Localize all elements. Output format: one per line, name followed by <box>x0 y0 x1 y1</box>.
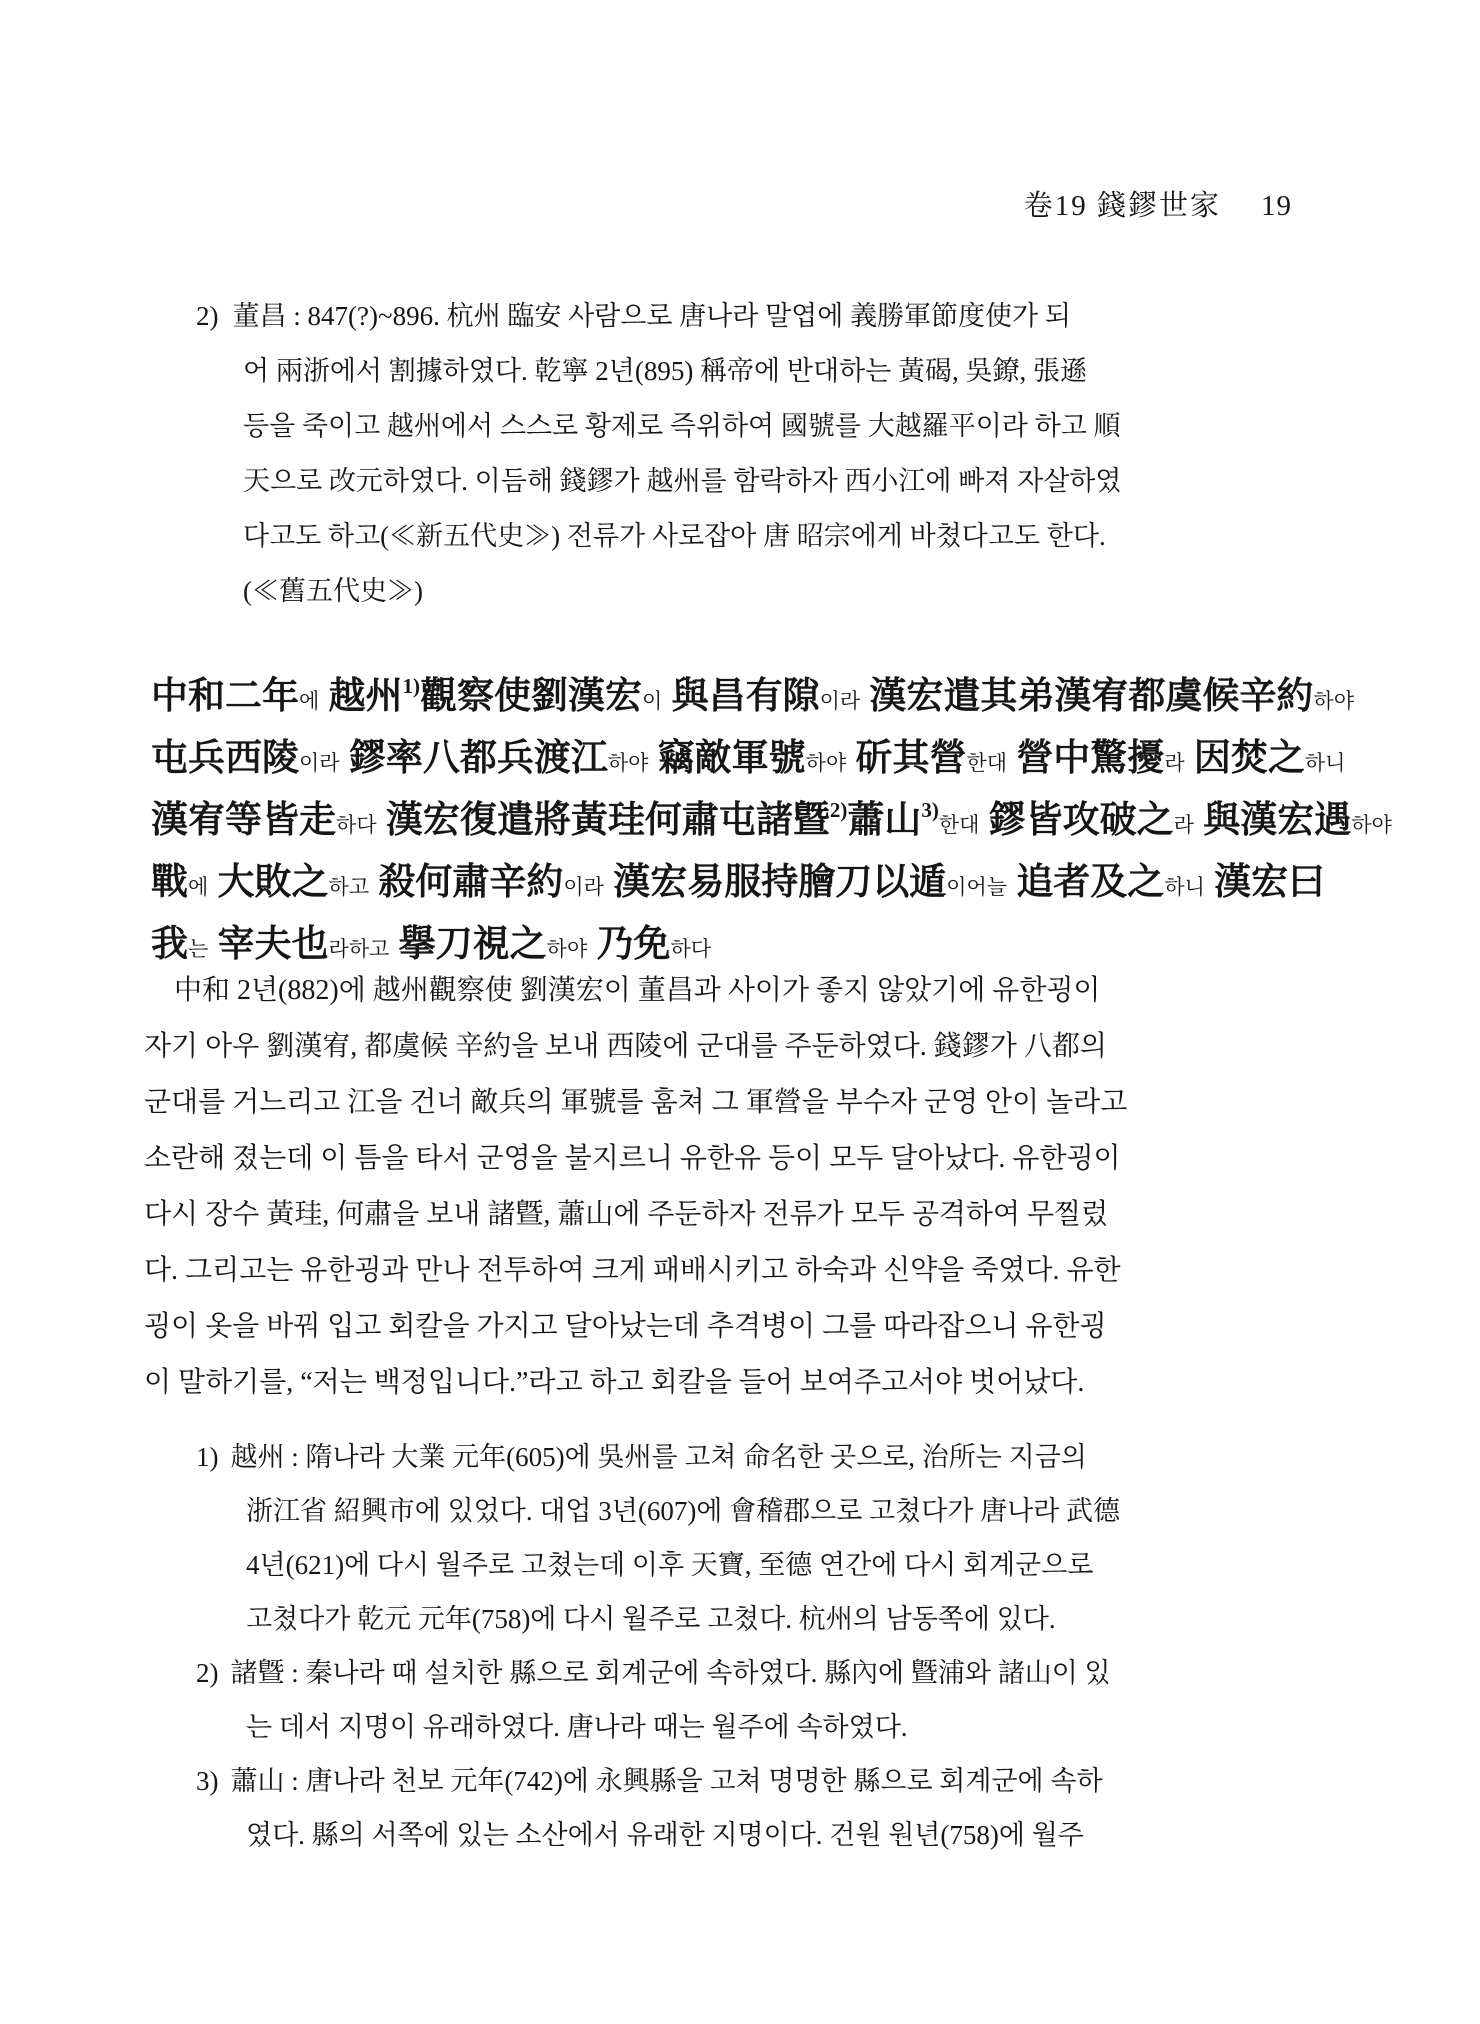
translation-line: 소란해 졌는데 이 틈을 타서 군영을 불지르니 유한유 등이 모두 달아났다. 유한굉이 <box>144 1143 1121 1174</box>
footnote-ref: 1) <box>402 674 421 698</box>
hanja-text: 斫其營 <box>846 738 967 779</box>
gugyeol-text: 하니 <box>1304 751 1346 775</box>
hanja-text: 與昌有隙 <box>662 676 820 717</box>
footnote-marker: 1) <box>196 1442 219 1472</box>
hanja-text: 殺何肅辛約 <box>369 862 564 903</box>
hanja-text: 竊敵軍號 <box>648 738 806 779</box>
hanja-text: 我 <box>151 924 188 965</box>
gugyeol-text: 한대 <box>938 813 980 837</box>
text-line <box>196 1808 1316 1862</box>
hanja-text: 大敗之 <box>208 862 329 903</box>
text-line <box>196 1646 1316 1700</box>
translation-line: 굉이 옷을 바꿔 입고 회칼을 가지고 달아났는데 추격병이 그를 따라잡으니 유한굉 <box>144 1311 1107 1342</box>
translation-line: 다시 장수 黃珪, 何肅을 보내 諸曁, 蕭山에 주둔하자 전류가 모두 공격하여 무찔렀 <box>144 1199 1109 1230</box>
translation-paragraph <box>144 963 1359 1411</box>
gugyeol-text: 하야 <box>1351 813 1392 837</box>
hanja-text: 擧刀視之 <box>389 924 547 965</box>
gugyeol-text: 한대 <box>966 751 1008 775</box>
text-line <box>196 1700 1316 1754</box>
gugyeol-text: 라 <box>1173 813 1194 837</box>
text-line <box>196 1754 1316 1808</box>
text-line <box>196 1484 1316 1538</box>
hanja-text: 與漢宏遇 <box>1193 800 1352 841</box>
hanja-text: 漢宥等皆走 <box>151 800 336 841</box>
line-text: 는 데서 지명이 유래하였다. 唐나라 때는 월주에 속하였다. <box>246 1712 908 1742</box>
text-line <box>196 399 1306 454</box>
line-text: 越州 : 隋나라 大業 元年(605)에 吳州를 고쳐 命名한 곳으로, 治所는 지금의 <box>230 1442 1087 1472</box>
gugyeol-text: 에 <box>188 875 209 899</box>
line-text: 諸曁 : 秦나라 때 설치한 縣으로 회계군에 속하였다. 縣內에 曁浦와 諸山이 있 <box>230 1658 1111 1688</box>
gugyeol-text: 라하고 <box>328 937 390 961</box>
gugyeol-text: 는 <box>188 937 209 961</box>
translation-line: 中和 2년(882)에 越州觀察使 劉漢宏이 董昌과 사이가 좋지 않았기에 유한굉이 <box>174 975 1101 1006</box>
classical-passage <box>151 666 1392 976</box>
hanja-text: 戰 <box>151 862 188 903</box>
gugyeol-text: 이라 <box>299 751 340 775</box>
line-text: 蕭山 : 唐나라 천보 元年(742)에 永興縣을 고쳐 명명한 縣으로 회계군에 속하 <box>230 1766 1103 1796</box>
text-line <box>196 344 1306 399</box>
gugyeol-text: 에 <box>299 689 320 713</box>
line-text: 고쳤다가 乾元 元年(758)에 다시 월주로 고쳤다. 杭州의 남동쪽에 있다. <box>246 1604 1056 1634</box>
footnote-ref: 3) <box>921 798 939 822</box>
text-line <box>196 1592 1316 1646</box>
classical-text-line <box>151 790 1392 852</box>
line-text: (≪舊五代史≫) <box>243 576 423 606</box>
hanja-text: 宰夫也 <box>208 924 329 965</box>
hanja-text: 漢宏復遣將黃珪何肅屯諸曁 <box>376 800 830 841</box>
classical-text-line <box>151 666 1366 728</box>
classical-text-line <box>151 852 1366 914</box>
text-line <box>196 454 1306 509</box>
gugyeol-text: 이라 <box>563 875 604 899</box>
gugyeol-text: 하고 <box>328 875 370 899</box>
line-text: 어 兩浙에서 割據하였다. 乾寧 2년(895) 稱帝에 반대하는 黃碣, 吳鐐, 張遜 <box>243 356 1087 386</box>
page-number: 19 <box>1261 190 1292 222</box>
text-line <box>196 509 1306 564</box>
gugyeol-text: 하다 <box>336 813 377 837</box>
line-text: 天으로 改元하였다. 이듬해 錢鏐가 越州를 함락하자 西小江에 빠져 자살하였 <box>243 466 1122 496</box>
hanja-text: 營中驚擾 <box>1007 738 1165 779</box>
hanja-text: 因焚之 <box>1184 738 1305 779</box>
text-line <box>196 1430 1316 1484</box>
text-line <box>196 1538 1316 1592</box>
footnotes <box>196 1430 1316 1862</box>
hanja-text: 蕭山 <box>847 800 922 841</box>
line-text: 다고도 하고(≪新五代史≫) 전류가 사로잡아 唐 昭宗에게 바쳤다고도 한다. <box>243 521 1106 551</box>
gugyeol-text: 하야 <box>546 937 588 961</box>
line-text: 董昌 : 847(?)~896. 杭州 臨安 사람으로 唐나라 말엽에 義勝軍節度使가 되 <box>232 301 1071 331</box>
hanja-text: 越州 <box>319 676 403 717</box>
gugyeol-text: 하야 <box>607 751 649 775</box>
gugyeol-text: 하야 <box>805 751 847 775</box>
gugyeol-text: 하니 <box>1164 875 1205 899</box>
hanja-text: 追者及之 <box>1007 862 1165 903</box>
hanja-text: 中和二年 <box>151 676 299 717</box>
hanja-text: 漢宏曰 <box>1204 862 1326 903</box>
line-text: 浙江省 紹興市에 있었다. 대업 3년(607)에 會稽郡으로 고쳤다가 唐나라 武德 <box>246 1496 1121 1526</box>
hanja-text: 鏐皆攻破之 <box>979 800 1174 841</box>
footnote-marker: 2) <box>196 1658 219 1688</box>
footnote-marker: 2) <box>196 301 219 331</box>
hanja-text: 鏐率八都兵渡江 <box>339 738 608 779</box>
gugyeol-text: 이 <box>642 689 663 713</box>
biography-note <box>196 289 1306 619</box>
footnote-marker: 3) <box>196 1766 219 1796</box>
hanja-text: 漢宏易服持膾刀以遁 <box>603 862 947 903</box>
line-text: 4년(621)에 다시 월주로 고쳤는데 이후 天寶, 至德 연간에 다시 회계군으로 <box>246 1550 1094 1580</box>
chapter-title: 卷19 錢鏐世家 <box>1023 190 1221 222</box>
gugyeol-text: 하야 <box>1313 689 1354 713</box>
translation-line: 다. 그리고는 유한굉과 만나 전투하여 크게 패배시키고 하숙과 신약을 죽였다. 유한 <box>144 1255 1121 1286</box>
text-line <box>196 564 1306 619</box>
footnote-ref: 2) <box>829 798 848 822</box>
translation-line: 군대를 거느리고 江을 건너 敵兵의 軍號를 훔쳐 그 軍營을 부수자 군영 안이 놀라고 <box>144 1087 1128 1118</box>
translation-line: 이 말하기를, “저는 백정입니다.”라고 하고 회칼을 들어 보여주고서야 벗어났다. <box>144 1367 1085 1398</box>
gugyeol-text: 라 <box>1164 751 1185 775</box>
line-text: 등을 죽이고 越州에서 스스로 황제로 즉위하여 國號를 大越羅平이라 하고 順 <box>243 411 1121 441</box>
line-text: 였다. 縣의 서쪽에 있는 소산에서 유래한 지명이다. 건원 원년(758)에 월주 <box>246 1820 1084 1850</box>
hanja-text: 漢宏遣其弟漢宥都虞候辛約 <box>860 676 1314 717</box>
translation-line: 자기 아우 劉漢宥, 都虞候 辛約을 보내 西陵에 군대를 주둔하였다. 錢鏐가 八都의 <box>144 1031 1107 1062</box>
running-header <box>0 183 1292 224</box>
text-line <box>196 289 1306 344</box>
gugyeol-text: 이라 <box>819 689 861 713</box>
gugyeol-text: 이어늘 <box>946 875 1008 899</box>
classical-text-line <box>151 728 1366 790</box>
hanja-text: 乃免 <box>587 924 671 965</box>
gugyeol-text: 하다 <box>670 937 712 961</box>
hanja-text: 屯兵西陵 <box>151 738 299 779</box>
hanja-text: 觀察使劉漢宏 <box>420 676 643 717</box>
